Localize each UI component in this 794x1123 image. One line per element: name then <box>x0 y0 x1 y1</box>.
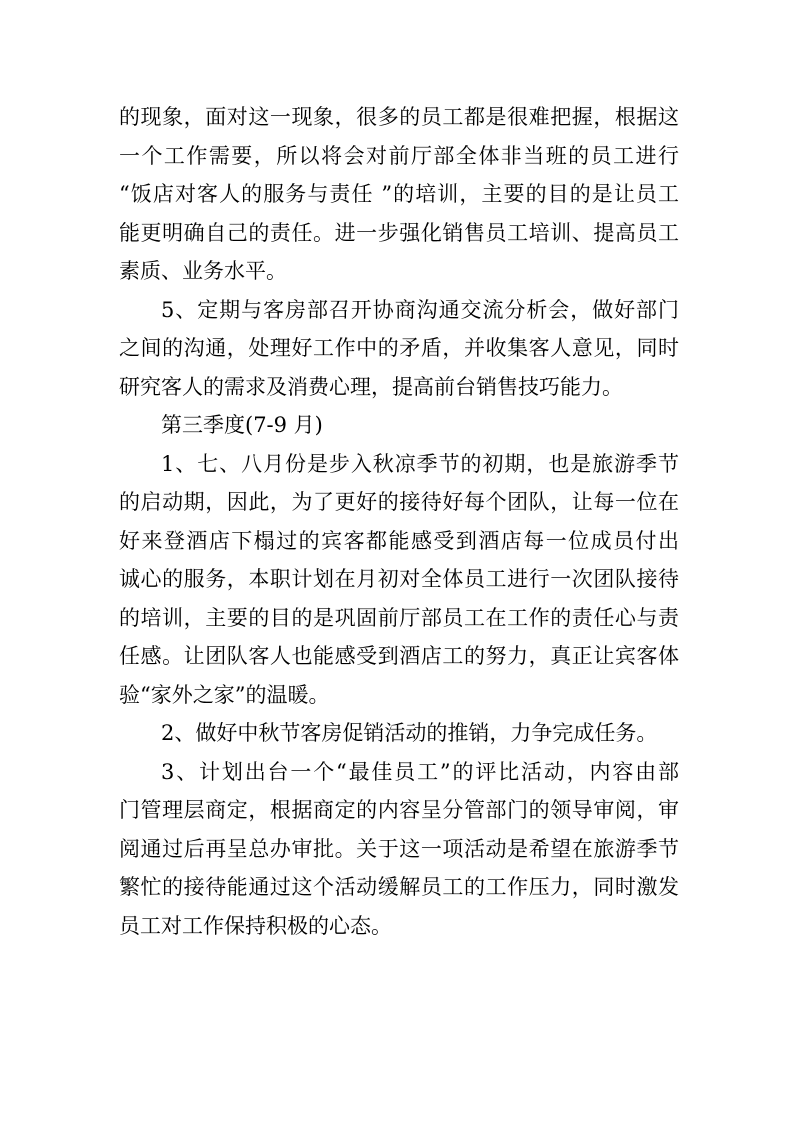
text-line: 繁忙的接待能通过这个活动缓解员工的工作压力，同时激发 <box>119 875 679 899</box>
text-line: 好来登酒店下榻过的宾客都能感受到酒店每一位成员付出 <box>119 528 679 553</box>
text-line: 验“家外之家”的温暖。 <box>119 682 330 707</box>
text-line: 诚心的服务，本职计划在月初对全体员工进行一次团队接待 <box>119 567 679 591</box>
text-line: 能更明确自己的责任。进一步强化销售员工培训、提高员工 <box>119 220 679 245</box>
text-line: 3、计划出台一个“最佳员工”的评比活动，内容由部 <box>161 759 679 784</box>
text-line: 2、做好中秋节客房促销活动的推销，力争完成任务。 <box>161 721 658 745</box>
text-line: 研究客人的需求及消费心理，提高前台销售技巧能力。 <box>119 374 623 399</box>
text-line: 一个工作需要，所以将会对前厅部全体非当班的员工进行 <box>119 143 679 168</box>
text-line: 的启动期，因此，为了更好的接待好每个团队，让每一位在 <box>119 490 679 514</box>
section-heading: 第三季度(7-9 月) <box>161 413 323 437</box>
text-line: 1、七、八月份是步入秋凉季节的初期，也是旅游季节 <box>161 451 679 476</box>
text-line: 的培训，主要的目的是巩固前厅部员工在工作的责任心与责 <box>119 605 679 630</box>
text-line: 任感。让团队客人也能感受到酒店工的努力，真正让宾客体 <box>119 644 679 668</box>
text-line: 之间的沟通，处理好工作中的矛盾，并收集客人意见，同时 <box>119 336 679 360</box>
text-line: 员工对工作保持积极的心态。 <box>119 913 392 938</box>
text-line: 素质、业务水平。 <box>119 259 287 283</box>
text-line: 5、定期与客房部召开协商沟通交流分析会，做好部门 <box>161 297 679 322</box>
text-line: 门管理层商定，根据商定的内容呈分管部门的领导审阅，审 <box>119 798 679 822</box>
text-line: “饭店对客人的服务与责任 ”的培训，主要的目的是让员工 <box>119 182 679 206</box>
text-line: 阅通过后再呈总办审批。关于这一项活动是希望在旅游季节 <box>119 836 679 861</box>
text-line: 的现象，面对这一现象，很多的员工都是很难把握，根据这 <box>119 105 679 129</box>
body-text <box>119 98 679 945</box>
